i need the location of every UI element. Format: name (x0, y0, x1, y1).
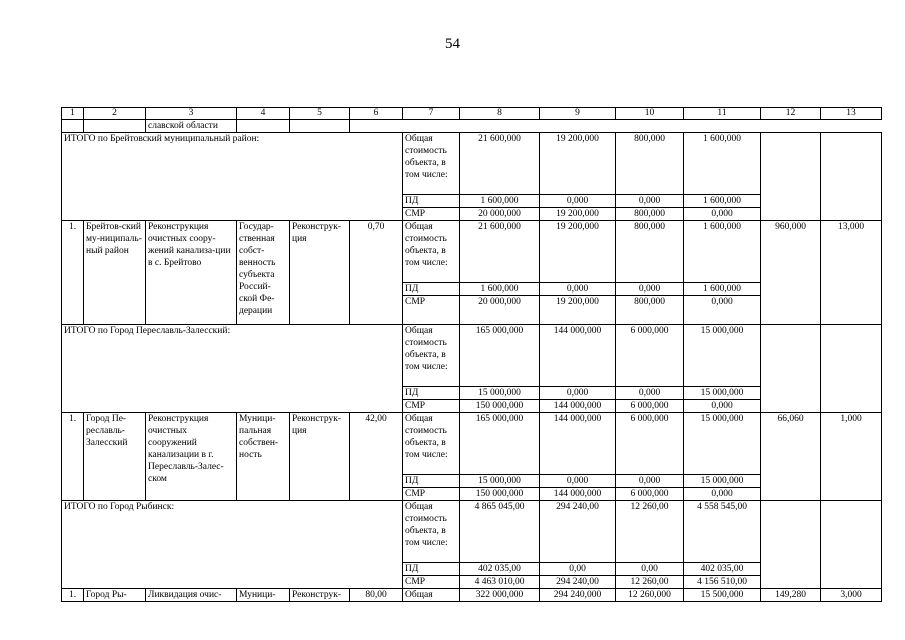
page-number: 54 (445, 36, 460, 52)
value-cell: 1 600,000 (684, 221, 761, 283)
smr-label: СМР (403, 488, 460, 501)
row-number: 1. (62, 413, 84, 501)
value-cell: 15 000,000 (684, 413, 761, 475)
smr-label: СМР (403, 576, 460, 589)
municipality-name: Брейтов-ский му-ниципаль-ный район (84, 221, 146, 325)
value-cell: 20 000,000 (460, 296, 540, 325)
cost-label: Общая стоимость объекта, в том числе: (403, 501, 460, 563)
value-cell: 800,000 (616, 296, 684, 325)
value-cell: 3,000 (821, 589, 882, 602)
value-cell: 19 200,000 (540, 133, 616, 195)
value-cell: 800,000 (616, 133, 684, 195)
value-cell: 165 000,000 (460, 325, 540, 387)
value-cell: 4 865 045,00 (460, 501, 540, 563)
value-cell: 149,280 (761, 589, 821, 602)
value-cell: 15 000,000 (684, 475, 761, 488)
ownership-form: Муници- (237, 589, 290, 602)
value-cell: 19 200,000 (540, 221, 616, 283)
municipality-name: Город Ры- (84, 589, 146, 602)
value-cell: 0,000 (684, 488, 761, 501)
value-cell: 150 000,000 (460, 488, 540, 501)
value-cell: 402 035,00 (460, 563, 540, 576)
col-number: 9 (540, 108, 616, 120)
col-number: 6 (350, 108, 403, 120)
empty-cell (761, 325, 821, 413)
total-row (62, 133, 882, 195)
smr-label: СМР (403, 400, 460, 413)
capacity-value: 80,00 (350, 589, 403, 602)
value-cell: 13,000 (821, 221, 882, 325)
col-number: 12 (761, 108, 821, 120)
cost-label: Общая стоимость объекта, в том числе: (403, 325, 460, 387)
object-row (62, 221, 882, 283)
value-cell: 294 240,00 (540, 501, 616, 563)
col-number: 2 (84, 108, 146, 120)
cost-label: Общая стоимость объекта, в том числе: (403, 413, 460, 475)
cost-label: Общая (403, 589, 460, 602)
value-cell: 0,000 (684, 208, 761, 221)
object-row (62, 413, 882, 475)
continuation-row (62, 120, 882, 133)
total-row (62, 501, 882, 563)
value-cell: 144 000,000 (540, 413, 616, 475)
value-cell: 800,000 (616, 208, 684, 221)
row-number: 1. (62, 589, 84, 602)
col-number: 4 (237, 108, 290, 120)
value-cell: 1 600,000 (460, 195, 540, 208)
column-number-row (62, 108, 882, 120)
empty-cell (821, 325, 882, 413)
empty-cell (821, 133, 882, 221)
value-cell: 960,000 (761, 221, 821, 325)
capacity-value: 42,00 (350, 413, 403, 501)
investment-table (61, 107, 882, 602)
pd-label: ПД (403, 475, 460, 488)
value-cell: 0,000 (616, 387, 684, 400)
continued-text: славской области (146, 120, 237, 133)
cost-label: Общая стоимость объекта, в том числе: (403, 133, 460, 195)
value-cell: 66,060 (761, 413, 821, 501)
ownership-form: Государ-ственная собст-венность субъекта Россий-ской Фе-дерации (237, 221, 290, 325)
col-number: 8 (460, 108, 540, 120)
value-cell: 15 000,000 (460, 475, 540, 488)
value-cell: 402 035,00 (684, 563, 761, 576)
cost-label: Общая стоимость объекта, в том числе: (403, 221, 460, 283)
value-cell: 19 200,000 (540, 208, 616, 221)
value-cell: 0,00 (540, 563, 616, 576)
ownership-form: Муници-пальная собствен-ность (237, 413, 290, 501)
value-cell: 6 000,000 (616, 325, 684, 387)
value-cell: 6 000,000 (616, 413, 684, 475)
value-cell: 15 000,000 (684, 387, 761, 400)
value-cell: 4 558 545,00 (684, 501, 761, 563)
work-type: Реконструк-ция (290, 221, 350, 325)
object-name: Ликвидация очис- (146, 589, 237, 602)
pd-label: ПД (403, 563, 460, 576)
value-cell: 6 000,000 (616, 400, 684, 413)
row-number: 1. (62, 221, 84, 325)
value-cell: 20 000,000 (460, 208, 540, 221)
value-cell: 12 260,000 (616, 589, 684, 602)
col-number: 13 (821, 108, 882, 120)
col-number: 3 (146, 108, 237, 120)
object-row (62, 589, 882, 602)
col-number: 7 (403, 108, 460, 120)
col-number: 11 (684, 108, 761, 120)
pd-label: ПД (403, 387, 460, 400)
pd-label: ПД (403, 195, 460, 208)
col-number: 1 (62, 108, 84, 120)
value-cell: 1 600,000 (684, 133, 761, 195)
total-row (62, 325, 882, 387)
value-cell: 294 240,000 (540, 589, 616, 602)
value-cell: 1 600,000 (684, 283, 761, 296)
value-cell: 15 000,000 (684, 325, 761, 387)
value-cell: 144 000,000 (540, 488, 616, 501)
smr-label: СМР (403, 208, 460, 221)
value-cell: 15 000,000 (460, 387, 540, 400)
total-title: ИТОГО по Брейтовский муниципальный район: (62, 133, 403, 221)
value-cell: 4 156 510,00 (684, 576, 761, 589)
municipality-name: Город Пе-реславль-Залесский (84, 413, 146, 501)
value-cell: 0,000 (616, 195, 684, 208)
value-cell: 1,000 (821, 413, 882, 501)
value-cell: 150 000,000 (460, 400, 540, 413)
value-cell: 294 240,00 (540, 576, 616, 589)
value-cell: 0,000 (540, 283, 616, 296)
work-type: Реконструк-ция (290, 413, 350, 501)
value-cell: 6 000,000 (616, 488, 684, 501)
value-cell: 0,000 (540, 475, 616, 488)
empty-cell (761, 501, 821, 589)
value-cell: 165 000,000 (460, 413, 540, 475)
value-cell: 1 600,000 (460, 283, 540, 296)
value-cell: 0,000 (540, 195, 616, 208)
total-title: ИТОГО по Город Переславль-Залесский: (62, 325, 403, 413)
value-cell: 15 500,000 (684, 589, 761, 602)
col-number: 10 (616, 108, 684, 120)
work-type: Реконструк- (290, 589, 350, 602)
value-cell: 19 200,000 (540, 296, 616, 325)
col-number: 5 (290, 108, 350, 120)
value-cell: 144 000,000 (540, 325, 616, 387)
value-cell: 0,000 (616, 475, 684, 488)
empty-cell (821, 501, 882, 589)
value-cell: 0,000 (684, 400, 761, 413)
value-cell: 4 463 010,00 (460, 576, 540, 589)
value-cell: 0,000 (540, 387, 616, 400)
value-cell: 144 000,000 (540, 400, 616, 413)
total-title: ИТОГО по Город Рыбинск: (62, 501, 403, 589)
value-cell: 0,000 (684, 296, 761, 325)
value-cell: 21 600,000 (460, 221, 540, 283)
value-cell: 0,00 (616, 563, 684, 576)
value-cell: 800,000 (616, 221, 684, 283)
pd-label: ПД (403, 283, 460, 296)
value-cell: 322 000,000 (460, 589, 540, 602)
object-name: Реконструкция очистных сооружений канализации в г. Переславль-Залес-ском (146, 413, 237, 501)
object-name: Реконструкция очистных соору-жений канализа-ции в с. Брейтово (146, 221, 237, 325)
capacity-value: 0,70 (350, 221, 403, 325)
value-cell: 0,000 (616, 283, 684, 296)
smr-label: СМР (403, 296, 460, 325)
value-cell: 21 600,000 (460, 133, 540, 195)
value-cell: 1 600,000 (684, 195, 761, 208)
value-cell: 12 260,00 (616, 501, 684, 563)
value-cell: 12 260,00 (616, 576, 684, 589)
empty-cell (761, 133, 821, 221)
